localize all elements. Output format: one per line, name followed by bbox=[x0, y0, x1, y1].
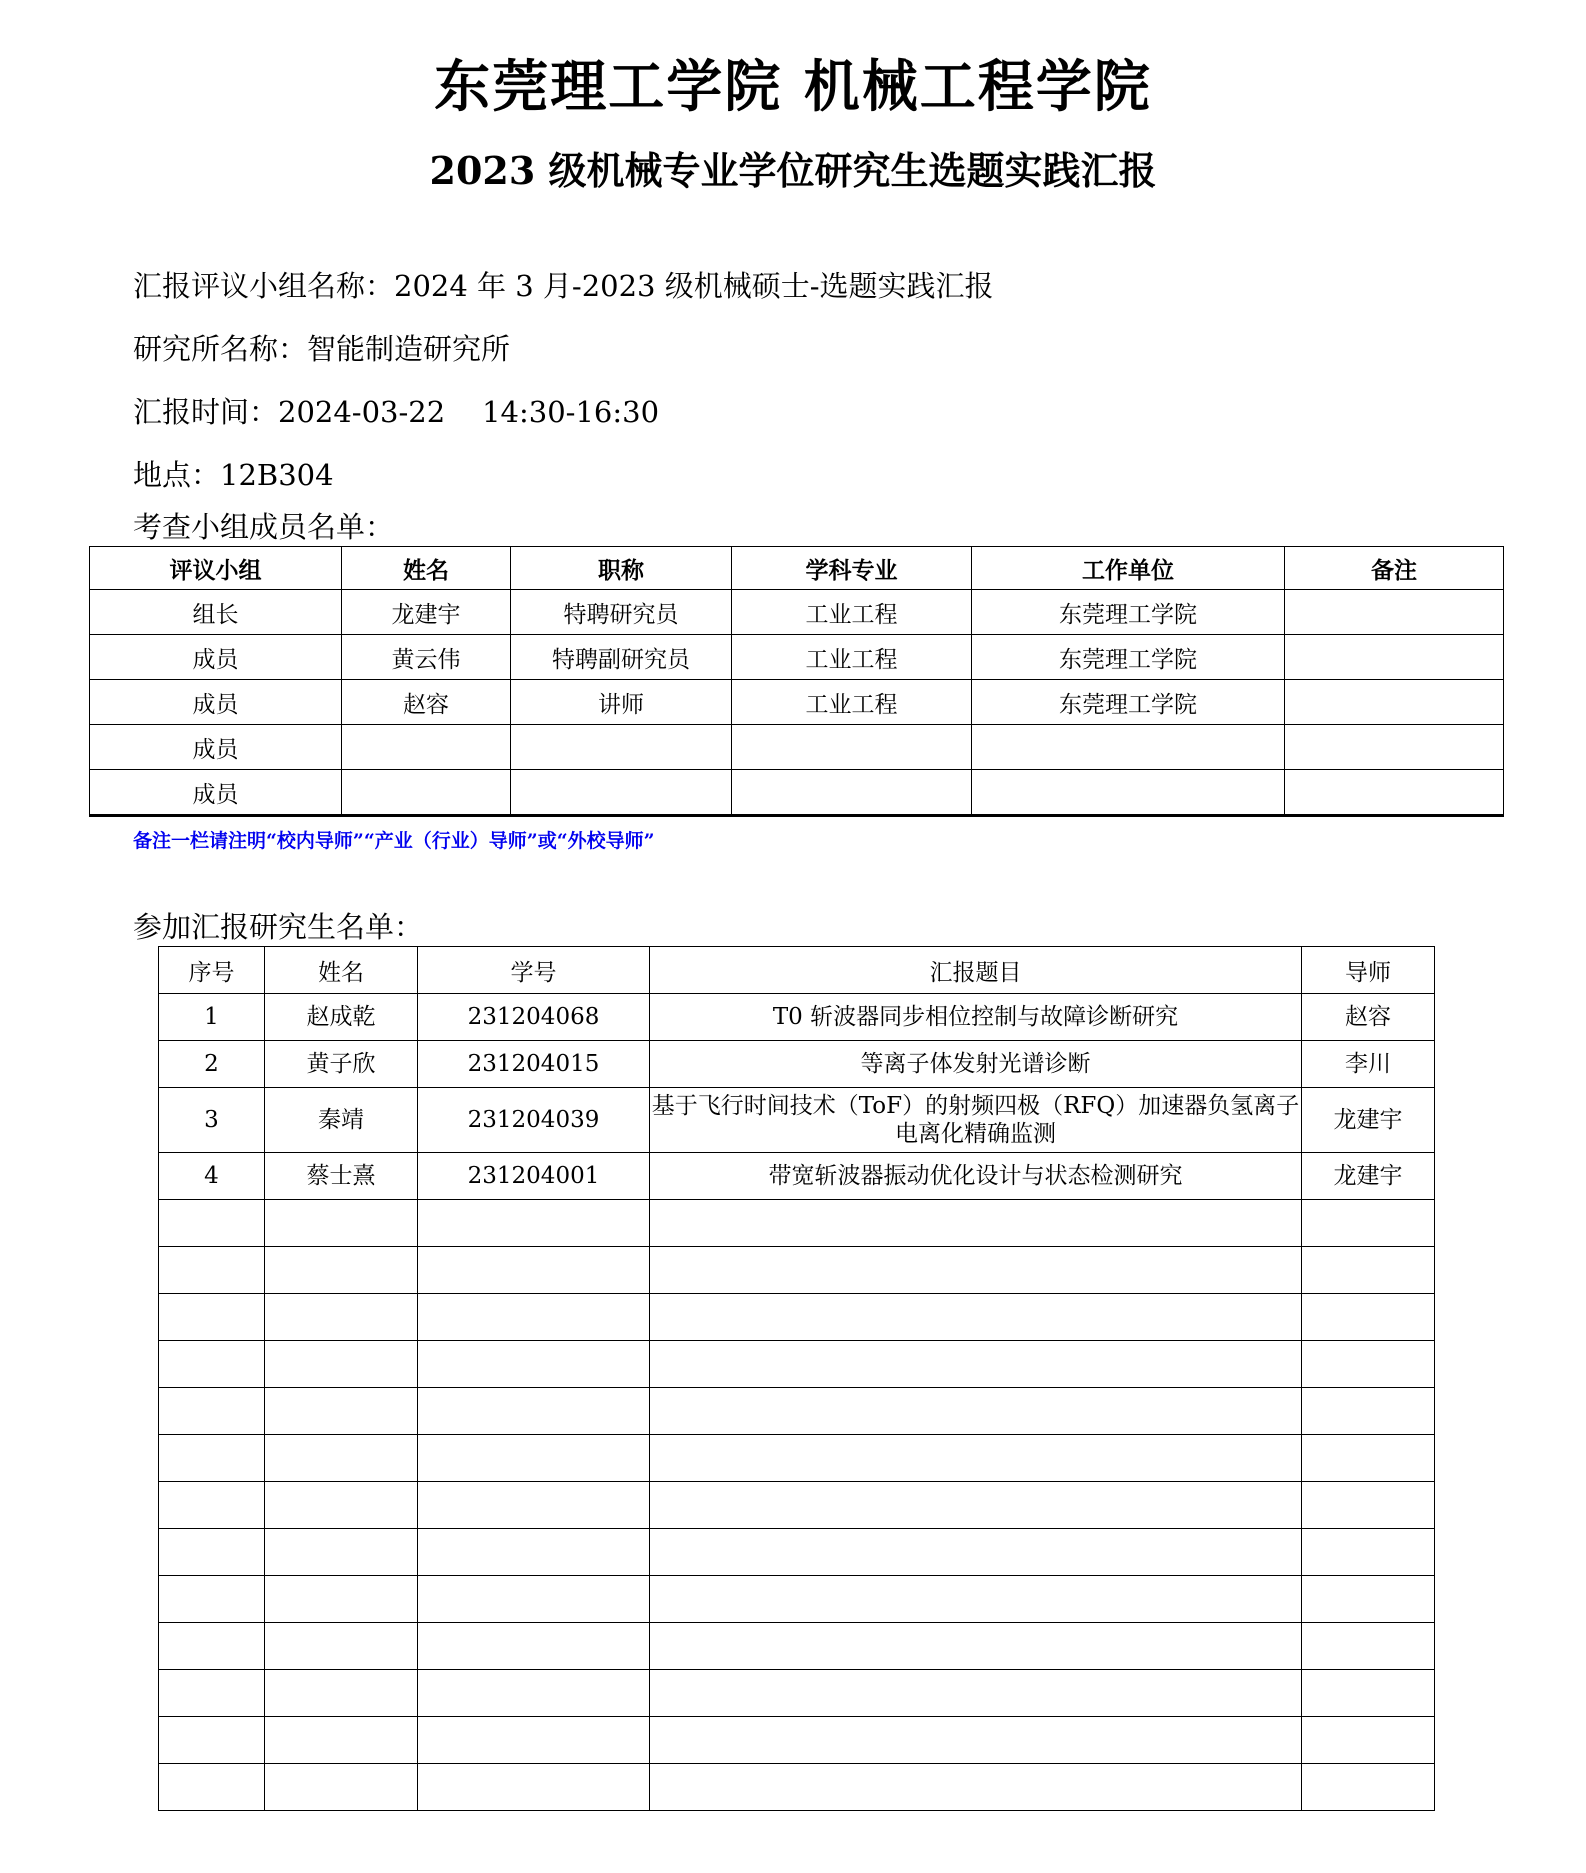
page-subtitle: 2023 级机械专业学位研究生选题实践汇报 bbox=[429, 148, 1157, 193]
table-cell: 2 bbox=[159, 1041, 265, 1088]
table-cell: 龙建宇 bbox=[342, 590, 511, 635]
table-cell: 工业工程 bbox=[732, 635, 972, 680]
table-cell bbox=[1302, 1341, 1435, 1388]
table-cell bbox=[1302, 1482, 1435, 1529]
student-row bbox=[159, 1529, 1435, 1576]
table-cell bbox=[1302, 1435, 1435, 1482]
table-cell: 231204068 bbox=[418, 994, 650, 1041]
table-cell: 龙建宇 bbox=[1302, 1153, 1435, 1200]
column-header: 姓名 bbox=[265, 947, 418, 994]
table-cell bbox=[1302, 1294, 1435, 1341]
table-cell: 东莞理工学院 bbox=[972, 635, 1285, 680]
student-row bbox=[159, 1041, 1435, 1088]
table-cell bbox=[418, 1435, 650, 1482]
table-cell: 东莞理工学院 bbox=[972, 680, 1285, 725]
students-table bbox=[158, 946, 1435, 1811]
table-cell: 1 bbox=[159, 994, 265, 1041]
review-table-header bbox=[90, 547, 1504, 590]
table-cell bbox=[265, 1294, 418, 1341]
column-header: 职称 bbox=[511, 547, 732, 590]
page-title: 东莞理工学院 机械工程学院 bbox=[434, 54, 1152, 120]
table-cell bbox=[159, 1529, 265, 1576]
table-cell bbox=[418, 1576, 650, 1623]
review-row bbox=[90, 590, 1504, 635]
table-cell bbox=[159, 1576, 265, 1623]
table-cell bbox=[1285, 635, 1504, 680]
location-line: 地点：12B304 bbox=[133, 458, 334, 492]
table-cell bbox=[159, 1435, 265, 1482]
table-cell bbox=[265, 1529, 418, 1576]
student-row bbox=[159, 1341, 1435, 1388]
column-header: 序号 bbox=[159, 947, 265, 994]
table-cell: 组长 bbox=[90, 590, 342, 635]
table-cell bbox=[650, 1717, 1302, 1764]
student-row bbox=[159, 1294, 1435, 1341]
table-cell: 成员 bbox=[90, 680, 342, 725]
table-cell bbox=[418, 1764, 650, 1811]
table-cell bbox=[650, 1670, 1302, 1717]
table-cell bbox=[265, 1764, 418, 1811]
table-cell bbox=[418, 1623, 650, 1670]
table-cell bbox=[650, 1764, 1302, 1811]
table-cell bbox=[265, 1576, 418, 1623]
table-cell bbox=[418, 1294, 650, 1341]
review-row bbox=[90, 725, 1504, 770]
student-row bbox=[159, 1247, 1435, 1294]
table-cell bbox=[418, 1670, 650, 1717]
table-cell bbox=[159, 1341, 265, 1388]
table-cell bbox=[159, 1200, 265, 1247]
table-cell: 工业工程 bbox=[732, 590, 972, 635]
table-cell bbox=[1302, 1388, 1435, 1435]
table-cell bbox=[159, 1294, 265, 1341]
table-cell: 3 bbox=[159, 1088, 265, 1153]
table-cell bbox=[418, 1482, 650, 1529]
table-cell: 231204015 bbox=[418, 1041, 650, 1088]
table-cell bbox=[265, 1200, 418, 1247]
table-cell bbox=[1302, 1247, 1435, 1294]
table-cell bbox=[342, 770, 511, 816]
table-cell: 秦靖 bbox=[265, 1088, 418, 1153]
table-cell bbox=[265, 1623, 418, 1670]
remark-note: 备注一栏请注明“校内导师”“产业（行业）导师”或“外校导师” bbox=[133, 830, 655, 852]
table-cell bbox=[1285, 590, 1504, 635]
student-row bbox=[159, 1717, 1435, 1764]
table-cell bbox=[418, 1388, 650, 1435]
table-cell bbox=[650, 1482, 1302, 1529]
column-header: 学科专业 bbox=[732, 547, 972, 590]
review-group-table bbox=[89, 546, 1504, 817]
column-header: 备注 bbox=[1285, 547, 1504, 590]
table-cell bbox=[650, 1341, 1302, 1388]
table-cell bbox=[418, 1341, 650, 1388]
table-cell: 蔡士熹 bbox=[265, 1153, 418, 1200]
table-cell: 成员 bbox=[90, 770, 342, 816]
student-row bbox=[159, 1764, 1435, 1811]
time-line: 汇报时间：2024-03-22 14:30-16:30 bbox=[133, 395, 660, 429]
table-cell bbox=[159, 1764, 265, 1811]
review-row bbox=[90, 635, 1504, 680]
table-cell: 特聘研究员 bbox=[511, 590, 732, 635]
table-cell bbox=[1285, 680, 1504, 725]
table-cell: 讲师 bbox=[511, 680, 732, 725]
table-cell bbox=[972, 725, 1285, 770]
table-cell bbox=[159, 1388, 265, 1435]
student-row bbox=[159, 1482, 1435, 1529]
student-row bbox=[159, 994, 1435, 1041]
table-cell bbox=[159, 1482, 265, 1529]
table-cell: 赵容 bbox=[342, 680, 511, 725]
table-cell bbox=[342, 725, 511, 770]
table-cell bbox=[418, 1247, 650, 1294]
table-cell bbox=[972, 770, 1285, 816]
institute-line: 研究所名称：智能制造研究所 bbox=[133, 332, 511, 366]
table-cell bbox=[650, 1247, 1302, 1294]
review-group-label: 考查小组成员名单： bbox=[133, 510, 395, 544]
table-cell bbox=[265, 1341, 418, 1388]
table-cell bbox=[1302, 1200, 1435, 1247]
table-cell: 黄子欣 bbox=[265, 1041, 418, 1088]
student-row bbox=[159, 1200, 1435, 1247]
student-row bbox=[159, 1670, 1435, 1717]
table-cell: 等离子体发射光谱诊断 bbox=[650, 1041, 1302, 1088]
table-cell bbox=[418, 1529, 650, 1576]
student-row bbox=[159, 1435, 1435, 1482]
table-cell: 工业工程 bbox=[732, 680, 972, 725]
table-cell: 东莞理工学院 bbox=[972, 590, 1285, 635]
table-cell bbox=[265, 1717, 418, 1764]
table-cell bbox=[1302, 1576, 1435, 1623]
table-cell bbox=[1285, 770, 1504, 816]
table-cell: 黄云伟 bbox=[342, 635, 511, 680]
student-row bbox=[159, 1153, 1435, 1200]
table-cell bbox=[418, 1717, 650, 1764]
table-cell bbox=[1302, 1623, 1435, 1670]
table-cell bbox=[650, 1576, 1302, 1623]
column-header: 学号 bbox=[418, 947, 650, 994]
table-cell bbox=[159, 1670, 265, 1717]
table-cell bbox=[511, 725, 732, 770]
column-header: 汇报题目 bbox=[650, 947, 1302, 994]
table-cell bbox=[265, 1247, 418, 1294]
table-cell bbox=[650, 1623, 1302, 1670]
students-table-header bbox=[159, 947, 1435, 994]
student-row bbox=[159, 1088, 1435, 1153]
table-cell bbox=[1302, 1764, 1435, 1811]
table-cell: 带宽斩波器振动优化设计与状态检测研究 bbox=[650, 1153, 1302, 1200]
table-cell: 特聘副研究员 bbox=[511, 635, 732, 680]
student-row bbox=[159, 1388, 1435, 1435]
table-cell bbox=[159, 1623, 265, 1670]
table-cell bbox=[650, 1388, 1302, 1435]
table-cell: 成员 bbox=[90, 635, 342, 680]
table-cell bbox=[159, 1717, 265, 1764]
table-cell: 龙建宇 bbox=[1302, 1088, 1435, 1153]
column-header: 工作单位 bbox=[972, 547, 1285, 590]
column-header: 姓名 bbox=[342, 547, 511, 590]
table-cell bbox=[1302, 1670, 1435, 1717]
table-cell bbox=[650, 1529, 1302, 1576]
table-cell bbox=[1302, 1529, 1435, 1576]
review-row bbox=[90, 680, 1504, 725]
review-row bbox=[90, 770, 1504, 816]
column-header: 评议小组 bbox=[90, 547, 342, 590]
table-cell bbox=[265, 1435, 418, 1482]
students-label: 参加汇报研究生名单： bbox=[133, 910, 424, 944]
table-cell: 成员 bbox=[90, 725, 342, 770]
table-cell bbox=[650, 1435, 1302, 1482]
table-cell bbox=[265, 1670, 418, 1717]
student-row bbox=[159, 1623, 1435, 1670]
table-cell: 赵容 bbox=[1302, 994, 1435, 1041]
table-cell: 231204001 bbox=[418, 1153, 650, 1200]
table-cell: T0 斩波器同步相位控制与故障诊断研究 bbox=[650, 994, 1302, 1041]
table-cell bbox=[159, 1247, 265, 1294]
table-cell: 李川 bbox=[1302, 1041, 1435, 1088]
table-cell: 4 bbox=[159, 1153, 265, 1200]
table-cell bbox=[650, 1294, 1302, 1341]
table-cell bbox=[732, 725, 972, 770]
table-cell bbox=[1302, 1717, 1435, 1764]
table-cell bbox=[265, 1482, 418, 1529]
table-cell bbox=[732, 770, 972, 816]
table-cell: 基于飞行时间技术（ToF）的射频四极（RFQ）加速器负氢离子电离化精确监测 bbox=[650, 1088, 1302, 1153]
table-cell bbox=[650, 1200, 1302, 1247]
column-header: 导师 bbox=[1302, 947, 1435, 994]
student-row bbox=[159, 1576, 1435, 1623]
table-cell bbox=[265, 1388, 418, 1435]
table-cell bbox=[1285, 725, 1504, 770]
table-cell: 231204039 bbox=[418, 1088, 650, 1153]
table-cell bbox=[511, 770, 732, 816]
table-cell: 赵成乾 bbox=[265, 994, 418, 1041]
group-name-line: 汇报评议小组名称：2024 年 3 月-2023 级机械硕士-选题实践汇报 bbox=[133, 269, 994, 303]
table-cell bbox=[418, 1200, 650, 1247]
